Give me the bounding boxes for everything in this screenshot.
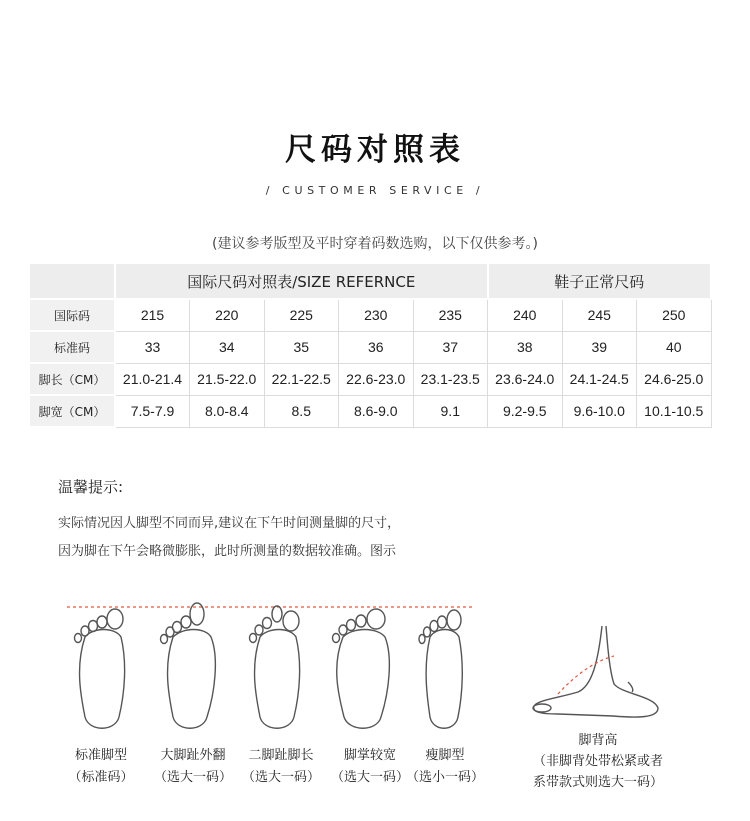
table-cell: 40 <box>637 331 712 363</box>
foot-type-name: 瘦脚型 <box>425 748 465 763</box>
foot-type-advice: （选大一码） <box>153 770 232 785</box>
table-cell: 250 <box>637 299 712 331</box>
size-table-header <box>29 263 711 299</box>
instep-name: 脚背高 <box>578 733 618 748</box>
foot-type-advice: （选大一码） <box>241 770 320 785</box>
table-cell: 8.6-9.0 <box>339 395 414 427</box>
table-row <box>29 363 711 395</box>
instep-side-foot-icon <box>518 622 668 722</box>
row-label: 脚宽（CM） <box>29 395 115 427</box>
size-table <box>28 262 712 428</box>
standard-foot-icon <box>75 609 125 728</box>
table-cell: 24.6-25.0 <box>637 363 712 395</box>
table-cell: 34 <box>190 331 265 363</box>
table-row <box>29 395 711 427</box>
table-row <box>29 299 711 331</box>
table-cell: 230 <box>339 299 414 331</box>
table-cell: 37 <box>413 331 488 363</box>
foot-caption <box>395 745 495 789</box>
table-cell: 235 <box>413 299 488 331</box>
tips-text-line: 实际情况因人脚型不同而异,建议在下午时间测量脚的尺寸， <box>58 516 401 531</box>
table-cell: 39 <box>562 331 637 363</box>
bunion-foot-icon <box>161 603 216 728</box>
row-label: 脚长（CM） <box>29 363 115 395</box>
table-cell: 9.2-9.5 <box>488 395 563 427</box>
table-cell: 23.6-24.0 <box>488 363 563 395</box>
table-cell: 9.6-10.0 <box>562 395 637 427</box>
normal-size-header: 鞋子正常尺码 <box>488 263 712 299</box>
foot-type-name: 标准脚型 <box>74 748 127 763</box>
table-cell: 215 <box>115 299 190 331</box>
foot-caption <box>148 745 238 789</box>
slim-foot-icon <box>419 610 462 728</box>
row-label: 标准码 <box>29 331 115 363</box>
table-cell: 220 <box>190 299 265 331</box>
tips-text-line: 因为脚在下午会略微膨胀，此时所测量的数据较准确。图示 <box>58 544 397 559</box>
wide-foot-icon <box>333 609 390 728</box>
foot-type-advice: （标准码） <box>68 770 134 785</box>
row-label: 国际码 <box>29 299 115 331</box>
reference-note: (建议参考版型及平时穿着码数选购，以下仅供参考。) <box>212 236 538 252</box>
instep-caption <box>508 730 688 793</box>
table-cell: 10.1-10.5 <box>637 395 712 427</box>
table-cell: 33 <box>115 331 190 363</box>
long-second-toe-foot-icon <box>250 606 300 728</box>
table-cell: 8.0-8.4 <box>190 395 265 427</box>
table-cell: 38 <box>488 331 563 363</box>
table-cell: 225 <box>264 299 339 331</box>
table-cell: 245 <box>562 299 637 331</box>
page-title: 尺码对照表 <box>285 132 465 168</box>
table-row <box>29 331 711 363</box>
table-cell: 8.5 <box>264 395 339 427</box>
tips-title: 温馨提示: <box>58 478 124 496</box>
foot-type-advice: （选小一码） <box>405 770 484 785</box>
foot-caption <box>56 745 146 789</box>
foot-caption <box>236 745 326 789</box>
table-cell: 23.1-23.5 <box>413 363 488 395</box>
table-cell: 22.6-23.0 <box>339 363 414 395</box>
foot-type-name: 脚掌较宽 <box>343 748 396 763</box>
table-cell: 22.1-22.5 <box>264 363 339 395</box>
table-cell: 240 <box>488 299 563 331</box>
instep-guide-line <box>558 656 614 694</box>
table-cell: 21.0-21.4 <box>115 363 190 395</box>
foot-type-advice: （选大一码） <box>330 770 409 785</box>
instep-advice: 系带款式则选大一码） <box>532 775 663 790</box>
foot-type-name: 二脚趾脚长 <box>248 748 314 763</box>
table-cell: 36 <box>339 331 414 363</box>
table-cell: 7.5-7.9 <box>115 395 190 427</box>
foot-type-illustrations <box>55 597 485 737</box>
table-cell: 9.1 <box>413 395 488 427</box>
instep-advice: （非脚背处带松紧或者 <box>532 754 663 769</box>
foot-type-name: 大脚趾外翻 <box>160 748 226 763</box>
table-cell: 35 <box>264 331 339 363</box>
table-cell: 24.1-24.5 <box>562 363 637 395</box>
table-cell: 21.5-22.0 <box>190 363 265 395</box>
page-subtitle: / CUSTOMER SERVICE / <box>265 184 485 197</box>
header-blank-cell <box>29 263 115 299</box>
size-reference-header: 国际尺码对照表/SIZE REFERNCE <box>115 263 488 299</box>
